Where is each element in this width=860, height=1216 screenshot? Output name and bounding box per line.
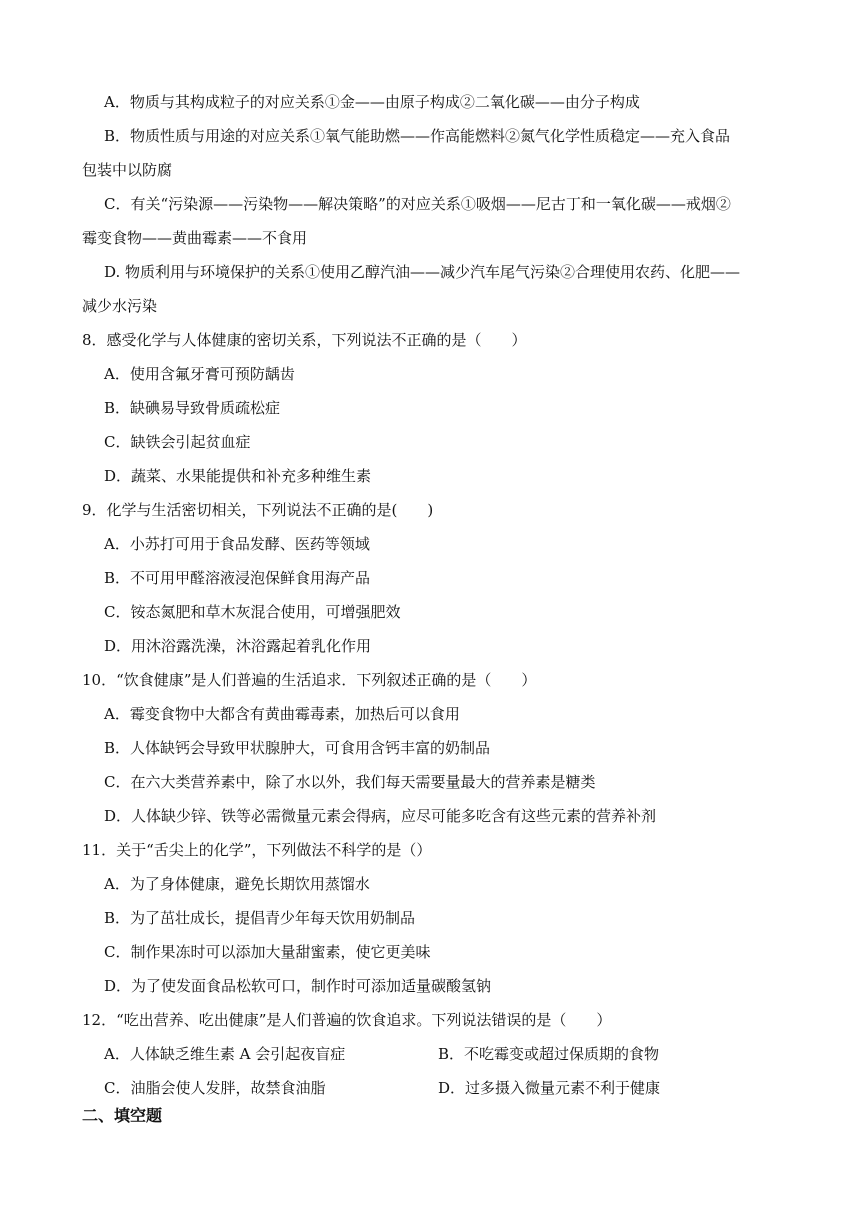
q12-option-a: A．人体缺乏维生素 A 会引起夜盲症 [104, 1045, 346, 1063]
q12-option-b: B．不吃霉变或超过保质期的食物 [438, 1045, 660, 1063]
q8-option-c: C．缺铁会引起贫血症 [104, 433, 251, 451]
q9-stem: 9．化学与生活密切相关，下列说法不正确的是( ) [82, 501, 434, 519]
q9-option-d: D．用沐浴露洗澡，沐浴露起着乳化作用 [104, 637, 372, 655]
q8-option-a: A．使用含氟牙膏可预防龋齿 [104, 365, 295, 383]
q8-option-b: B．缺碘易导致骨质疏松症 [104, 399, 281, 417]
q11-option-b: B．为了茁壮成长，提倡青少年每天饮用奶制品 [104, 909, 416, 927]
q11-option-c: C．制作果冻时可以添加大量甜蜜素，使它更美味 [104, 943, 431, 961]
q11-option-a: A．为了身体健康，避免长期饮用蒸馏水 [104, 875, 370, 893]
q7-option-a: A．物质与其构成粒子的对应关系①金——由原子构成②二氧化碳——由分子构成 [104, 93, 640, 111]
q10-option-a: A．霉变食物中大都含有黄曲霉毒素，加热后可以食用 [104, 705, 460, 723]
q10-option-b: B．人体缺钙会导致甲状腺肿大，可食用含钙丰富的奶制品 [104, 739, 491, 757]
q11-option-d: D．为了使发面食品松软可口，制作时可添加适量碳酸氢钠 [104, 977, 492, 995]
q11-stem: 11．关于“舌尖上的化学”，下列做法不科学的是（） [82, 841, 432, 859]
q8-option-d: D．蔬菜、水果能提供和补充多种维生素 [104, 467, 372, 485]
q8-stem: 8．感受化学与人体健康的密切关系，下列说法不正确的是（ ） [82, 331, 527, 349]
q12-option-c: C．油脂会使人发胖，故禁食油脂 [104, 1079, 326, 1097]
q12-option-d: D．过多摄入微量元素不利于健康 [438, 1079, 661, 1097]
q9-option-b: B．不可用甲醛溶液浸泡保鲜食用海产品 [104, 569, 371, 587]
section-title: 二、填空题 [82, 1106, 163, 1125]
q12-stem: 12．“吃出营养、吃出健康”是人们普遍的饮食追求。下列说法错误的是（ ） [82, 1011, 612, 1029]
q9-option-a: A．小苏打可用于食品发酵、医药等领域 [104, 535, 370, 553]
q7-option-d: D. 物质利用与环境保护的关系①使用乙醇汽油——减少汽车尾气污染②合理使用农药、化肥—— [104, 263, 741, 281]
q10-option-c: C．在六大类营养素中，除了水以外，我们每天需要量最大的营养素是糖类 [104, 773, 596, 791]
q7-option-b: B．物质性质与用途的对应关系①氧气能助燃——作高能燃料②氮气化学性质稳定——充入食品 [104, 127, 731, 145]
q7-option-d-cont: 减少水污染 [82, 297, 158, 315]
q10-option-d: D．人体缺少锌、铁等必需微量元素会得病，应尽可能多吃含有这些元素的营养补剂 [104, 807, 657, 825]
q7-option-c-cont: 霉变食物——黄曲霉素——不食用 [82, 229, 308, 247]
q9-option-c: C．铵态氮肥和草木灰混合使用，可增强肥效 [104, 603, 401, 621]
q10-stem: 10．“饮食健康”是人们普遍的生活追求．下列叙述正确的是（ ） [82, 671, 537, 689]
q7-option-b-cont: 包装中以防腐 [82, 161, 173, 179]
q7-option-c: C．有关“污染源——污染物——解决策略”的对应关系①吸烟——尼古丁和一氧化碳——戒烟② [104, 195, 731, 213]
